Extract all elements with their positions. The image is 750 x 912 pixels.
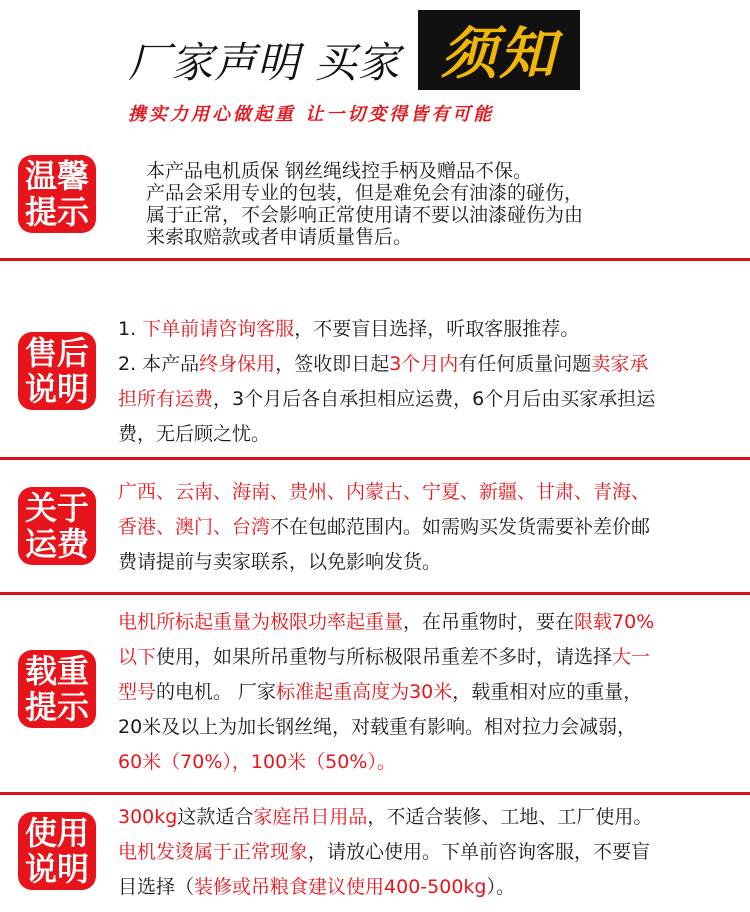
highlight-text: 3个月内 xyxy=(389,353,459,375)
highlight-text: 担所有运费 xyxy=(118,388,214,410)
body-text: 本产品电机质保 钢丝绳线控手柄及赠品不保。 xyxy=(146,160,533,182)
highlight-text: 香港、澳门、台湾 xyxy=(118,516,271,538)
text-line xyxy=(146,226,736,248)
text-line xyxy=(118,312,738,347)
highlight-text: 卖家承 xyxy=(591,353,649,375)
body-text: 费，无后顾之忧。 xyxy=(118,423,271,445)
text-line xyxy=(118,475,738,510)
section-text xyxy=(118,312,738,452)
section-text xyxy=(118,475,738,580)
badge-line: 售后 xyxy=(24,334,89,372)
highlight-text: 以下 xyxy=(118,646,157,668)
text-line xyxy=(118,347,738,382)
section-text xyxy=(118,605,738,780)
body-text: ，不适合装修、工地、工厂使用。 xyxy=(367,806,653,828)
text-line xyxy=(118,800,738,835)
badge-shipping xyxy=(18,487,96,565)
highlight-text: 电机发烫属于正常现象 xyxy=(118,841,309,863)
body-text: 这款适合 xyxy=(177,806,254,828)
body-text: ，3个月后各自承担相应运费，6个月后由买家承担运 xyxy=(213,388,656,410)
text-line xyxy=(146,204,736,226)
text-line xyxy=(118,675,738,710)
badge-line: 关于 xyxy=(24,489,89,527)
badge-line: 提示 xyxy=(24,688,89,726)
section-text xyxy=(118,800,738,905)
divider xyxy=(0,457,750,460)
highlight-text: 下单前请咨询客服 xyxy=(142,318,295,340)
section-text xyxy=(146,160,736,248)
divider xyxy=(0,258,750,261)
text-line xyxy=(118,605,738,640)
highlight-text: 广西、云南、海南、贵州、内蒙古、宁夏、新疆、甘肃、青海、 xyxy=(118,481,651,503)
text-line xyxy=(118,710,738,745)
badge-load xyxy=(18,650,96,728)
slogan: 携实力用心做起重 让一切变得皆有可能 xyxy=(128,104,495,125)
page-title: 厂家声明 买家 xyxy=(128,38,401,87)
badge-line: 载重 xyxy=(24,652,89,690)
body-text: 使用，如果所吊重物与所标极限吊重差不多时，请选择 xyxy=(156,646,613,668)
highlight-text: 终身保用 xyxy=(199,353,276,375)
text-line xyxy=(146,182,736,204)
body-text: 20米及以上为加长钢丝绳，对载重有影响。相对拉力会减弱， xyxy=(118,716,637,738)
badge-line: 温馨 xyxy=(24,157,89,195)
highlight-text: 大一 xyxy=(612,646,651,668)
text-line xyxy=(118,870,738,905)
body-text: 来索取赔款或者申请质量售后。 xyxy=(146,226,413,248)
highlight-text: 标准起重高度为30米 xyxy=(276,681,453,703)
badge-warm-tips xyxy=(18,155,96,233)
badge-after-sales xyxy=(18,332,96,410)
highlight-text: 型号 xyxy=(118,681,157,703)
text-line xyxy=(118,745,738,780)
badge-usage xyxy=(18,812,96,890)
body-text: 费请提前与卖家联系，以免影响发货。 xyxy=(118,551,442,573)
text-line xyxy=(118,545,738,580)
badge-line: 说明 xyxy=(24,850,89,888)
highlight-text: 限载70% xyxy=(574,611,655,633)
title-highlight: 须知 xyxy=(418,10,580,90)
highlight-text: 60米（70%），100米（50%）。 xyxy=(118,751,396,773)
body-text: 的电机。 厂家 xyxy=(156,681,277,703)
highlight-text: 装修或吊粮食建议使用400-500kg xyxy=(194,876,487,898)
body-text: 产品会采用专业的包装，但是难免会有油漆的碰伤， xyxy=(146,182,584,204)
text-line xyxy=(118,382,738,417)
text-line xyxy=(118,835,738,870)
text-line xyxy=(118,417,738,452)
badge-line: 提示 xyxy=(24,193,89,231)
text-line xyxy=(118,640,738,675)
badge-line: 使用 xyxy=(24,814,89,852)
body-text: ，请放心使用。下单前咨询客服，不要盲 xyxy=(308,841,651,863)
text-line xyxy=(146,160,736,182)
body-text: ，不要盲目选择，听取客服推荐。 xyxy=(294,318,580,340)
text-line xyxy=(118,510,738,545)
body-text: 不在包邮范围内。如需购买发货需要补差价邮 xyxy=(270,516,651,538)
header xyxy=(0,0,750,125)
body-text: 目选择（ xyxy=(118,876,195,898)
body-text: 有任何质量问题 xyxy=(458,353,592,375)
body-text: ，在吊重物时，要在 xyxy=(403,611,575,633)
body-text: ，签收即日起 xyxy=(275,353,390,375)
body-text: 属于正常，不会影响正常使用请不要以油漆碰伤为由 xyxy=(146,204,584,226)
badge-line: 说明 xyxy=(24,370,89,408)
divider xyxy=(0,792,750,795)
body-text: ，载重相对应的重量， xyxy=(452,681,643,703)
body-text: ）。 xyxy=(486,876,515,898)
badge-line: 运费 xyxy=(24,525,89,563)
highlight-text: 家庭吊日用品 xyxy=(253,806,368,828)
highlight-text: 电机所标起重量为极限功率起重量 xyxy=(118,611,404,633)
divider xyxy=(0,592,750,595)
body-text: 2. 本产品 xyxy=(118,353,200,375)
highlight-text: 300kg xyxy=(118,806,178,828)
body-text: 1. xyxy=(118,318,143,340)
